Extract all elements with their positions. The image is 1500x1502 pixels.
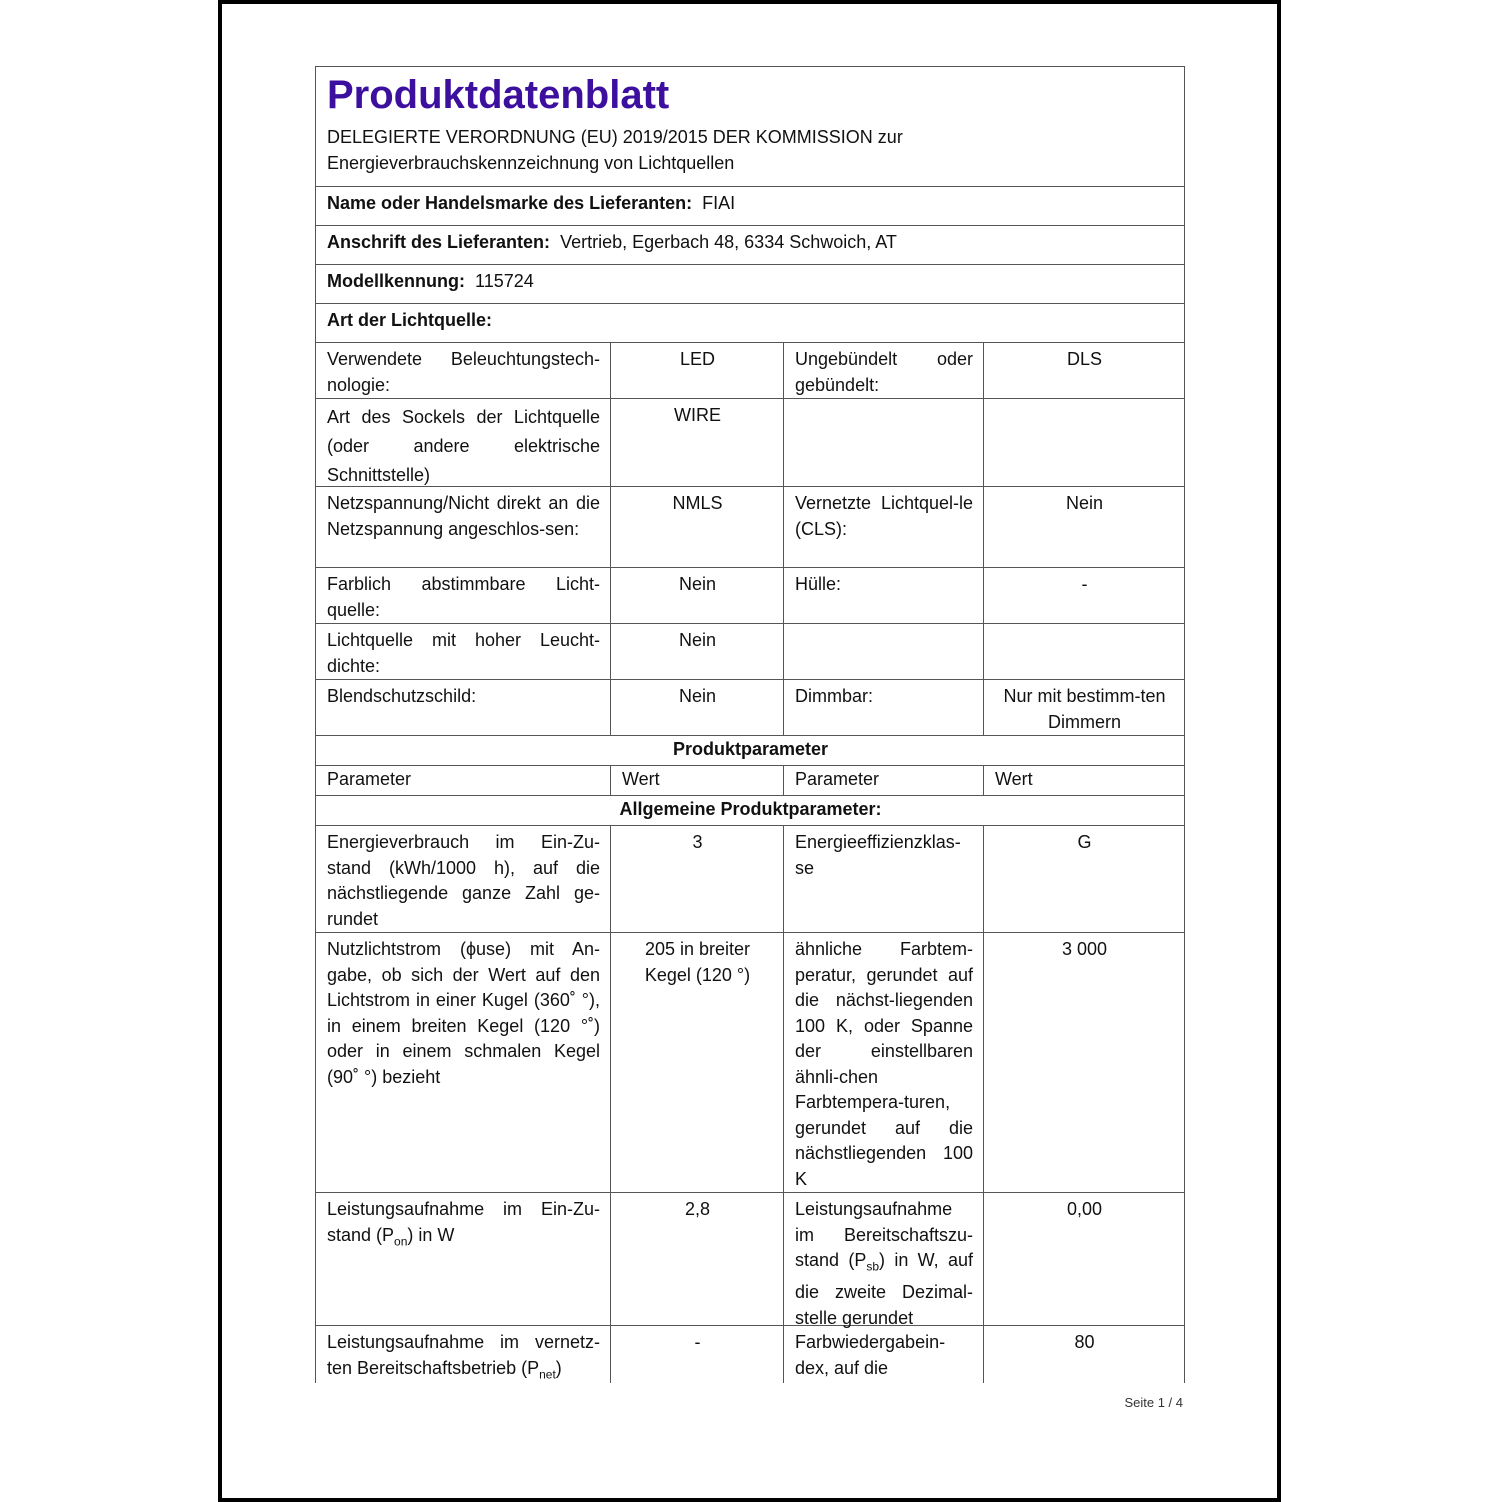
model-cell [316,265,1184,303]
param-row [316,1193,1184,1326]
param-value: Nein [611,624,784,679]
type-row [316,399,1184,487]
param-label [784,624,984,679]
header-block [316,67,1184,187]
param-value: 205 in breiter Kegel (120 °) [611,933,784,1192]
type-row [316,624,1184,680]
supplier-name-row [316,187,1184,226]
param-value: WIRE [611,399,784,486]
param-label: Verwendete Beleuchtungstech-nologie: [316,343,611,398]
param-value: Nur mit bestimm-ten Dimmern [1003,686,1166,732]
regulation-subtitle [316,119,1184,186]
label-text: ) [555,1357,562,1378]
subscript: on [394,1234,408,1249]
param-label: Farblich abstimmbare Licht-quelle: [316,568,611,623]
param-label: Farbwiedergabein-dex, auf die [784,1326,984,1383]
param-label [316,1326,611,1383]
page-title: Produktdatenblatt [327,73,670,117]
param-label: Energieeffizienzklas-se [784,826,984,932]
label-text: Leistungsaufnahme im vernetz-ten Bereitschaftsbetrieb (P [327,1332,600,1378]
label-text: ) in W, auf die zweite Dezimal-stelle gerundet [795,1250,973,1328]
supplier-name-value: FIAI [702,193,736,213]
page-number: Seite 1 / 4 [1124,1395,1183,1410]
label-text: ) in W [407,1224,455,1245]
param-row [316,933,1184,1193]
param-value: - [611,1326,784,1383]
param-value: DLS [1066,349,1102,369]
param-value [984,399,1184,486]
param-value: 2,8 [611,1193,784,1325]
param-value: Nein [611,568,784,623]
param-value: G [1077,832,1092,852]
param-label: ähnliche Farbtem-peratur, gerundet auf die nächst-liegenden 100 K, oder Spanne der einstellbaren ähnli-chen Farbtempera-turen, gerundet auf die nächstliegenden 100 K [784,933,984,1192]
subtitle-line-1: DELEGIERTE VERORDNUNG (EU) 2019/2015 DER KOMMISSION zur [327,127,903,147]
column-header-row [316,766,1184,796]
param-value: NMLS [611,487,784,567]
param-value: LED [611,343,784,398]
supplier-address-cell [316,226,1184,264]
column-header-parameter: Parameter [316,766,611,795]
param-value: - [1081,574,1088,594]
supplier-address-value: Vertrieb, Egerbach 48, 6334 Schwoich, AT [560,232,897,252]
supplier-name-cell [316,187,1184,225]
supplier-name-label: Name oder Handelsmarke des Lieferanten: [327,193,693,213]
light-source-type-row [316,304,1184,343]
model-row [316,265,1184,304]
type-row [316,487,1184,568]
param-value: 3 000 [1061,939,1108,959]
type-row [316,343,1184,399]
param-row [316,826,1184,933]
param-value: 3 [611,826,784,932]
param-label: Energieverbrauch im Ein-Zu-stand (kWh/1000 h), auf die nächstliegende ganze Zahl ge-rundet [316,826,611,932]
param-label [784,1193,984,1328]
column-header-parameter-2: Parameter [784,766,984,795]
supplier-address-label: Anschrift des Lieferanten: [327,232,551,252]
param-label [316,1193,611,1325]
subtitle-line-2: Energieverbrauchskennzeichnung von Lichtquellen [327,152,735,173]
supplier-address-row [316,226,1184,265]
param-label: Ungebündelt oder gebündelt: [784,343,984,398]
label-text: Leistungsaufnahme im Bereitschaftszu-stand (P [795,1199,973,1270]
param-value: Nein [1065,493,1104,513]
param-label: Art des Sockels der Lichtquelle (oder andere elektrische Schnittstelle) [316,399,611,486]
subscript: sb [866,1259,880,1274]
param-label: Hülle: [784,568,984,623]
param-label [784,399,984,486]
model-value: 115724 [475,271,534,291]
param-value: 80 [1074,1332,1095,1352]
column-header-value: Wert [611,766,784,795]
product-data-sheet [315,66,1185,1383]
param-value [984,624,1184,679]
general-parameters-heading: Allgemeine Produktparameter: [619,799,882,819]
param-value: 0,00 [1066,1199,1103,1219]
param-row [316,1326,1184,1383]
param-value: Nein [611,680,784,735]
label-text: Leistungsaufnahme im Ein-Zu-stand (P [327,1199,600,1245]
general-parameters-heading-row [316,796,1184,826]
model-label: Modellkennung: [327,271,465,291]
param-label: Lichtquelle mit hoher Leucht-dichte: [316,624,611,679]
param-label: Dimmbar: [784,680,984,735]
param-label: Netzspannung/Nicht direkt an die Netzspannung angeschlos-sen: [316,487,611,567]
product-parameters-heading: Produktparameter [672,739,829,759]
type-row [316,568,1184,624]
column-header-value-2: Wert [995,769,1033,789]
product-parameters-heading-row [316,736,1184,766]
type-row [316,680,1184,736]
subscript: net [539,1367,556,1382]
light-source-type-label: Art der Lichtquelle: [327,310,493,330]
param-label: Blendschutzschild: [316,680,611,735]
param-label: Nutzlichtstrom (ϕuse) mit An-gabe, ob sich der Wert auf den Lichtstrom in einer Kugel (360˚ °), in einem breiten Kegel (120 °˚) oder in einem schmalen Kegel (90˚ °) bezieht [316,933,611,1192]
param-label: Vernetzte Lichtquel-le (CLS): [784,487,984,567]
